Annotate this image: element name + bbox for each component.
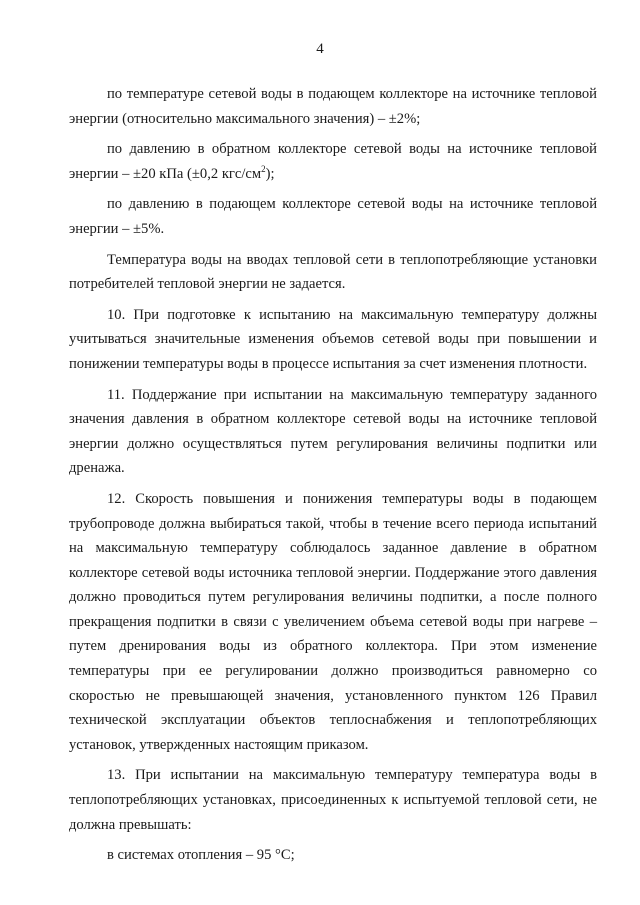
return-pressure-text: по давлению в обратном коллекторе сетевой воды на источнике тепловой энергии – ±20 кПа (±0,2 кгс/см	[69, 141, 597, 182]
document-body	[69, 82, 597, 868]
paragraph-inlet-temperature: Температура воды на вводах тепловой сети в теплопотребляющие установки потребителей тепловой энергии не задается.	[69, 251, 597, 293]
closing-paren: );	[265, 165, 275, 182]
paragraph-item-10: 10. При подготовке к испытанию на максимальную температуру должны учитываться значительные изменения объемов сетевой воды при повышении и понижении температуры воды в процессе испытания за счет изменения плотности.	[69, 306, 597, 372]
paragraph-return-pressure-tolerance	[69, 137, 597, 186]
paragraph-item-13: 13. При испытании на максимальную температуру температура воды в теплопотребляющих установках, присоединенных к испытуемой тепловой сети, не должна превышать:	[69, 767, 597, 833]
paragraph-item-11: 11. Поддержание при испытании на максимальную температуру заданного значения давления в обратном коллекторе сетевой воды на источнике тепловой энергии должно осуществляться путем регулирования величины подпитки или дренажа.	[69, 386, 597, 477]
superscript-two: 2	[261, 163, 266, 174]
paragraph-item-12: 12. Скорость повышения и понижения температуры воды в подающем трубопроводе должна выбираться такой, чтобы в течение всего периода испытаний на максимальную температуру соблюдалось заданное давление в обратном коллекторе сетевой воды источника тепловой энергии. Поддержание этого давления должно проводиться путем регулирования величины подпитки, а после полного прекращения подпитки в связи с увеличением объема сетевой воды при нагреве – путем дренирования воды из обратного коллектора. При этом изменение температуры при ее регулировании должно производиться равномерно со скоростью не превышающей значения, установленного пунктом 126 Правил технической эксплуатации объектов теплоснабжения и теплопотребляющих установок, утвержденных настоящим приказом.	[69, 490, 597, 753]
paragraph-heating-systems: в системах отопления – 95 °С;	[107, 847, 295, 864]
paragraph-temperature-tolerance: по температуре сетевой воды в подающем коллекторе на источнике тепловой энергии (относительно максимального значения) – ±2%;	[69, 86, 597, 127]
page-number: 4	[316, 41, 324, 57]
paragraph-supply-pressure-tolerance: по давлению в подающем коллекторе сетевой воды на источнике тепловой энергии – ±5%.	[69, 196, 597, 237]
